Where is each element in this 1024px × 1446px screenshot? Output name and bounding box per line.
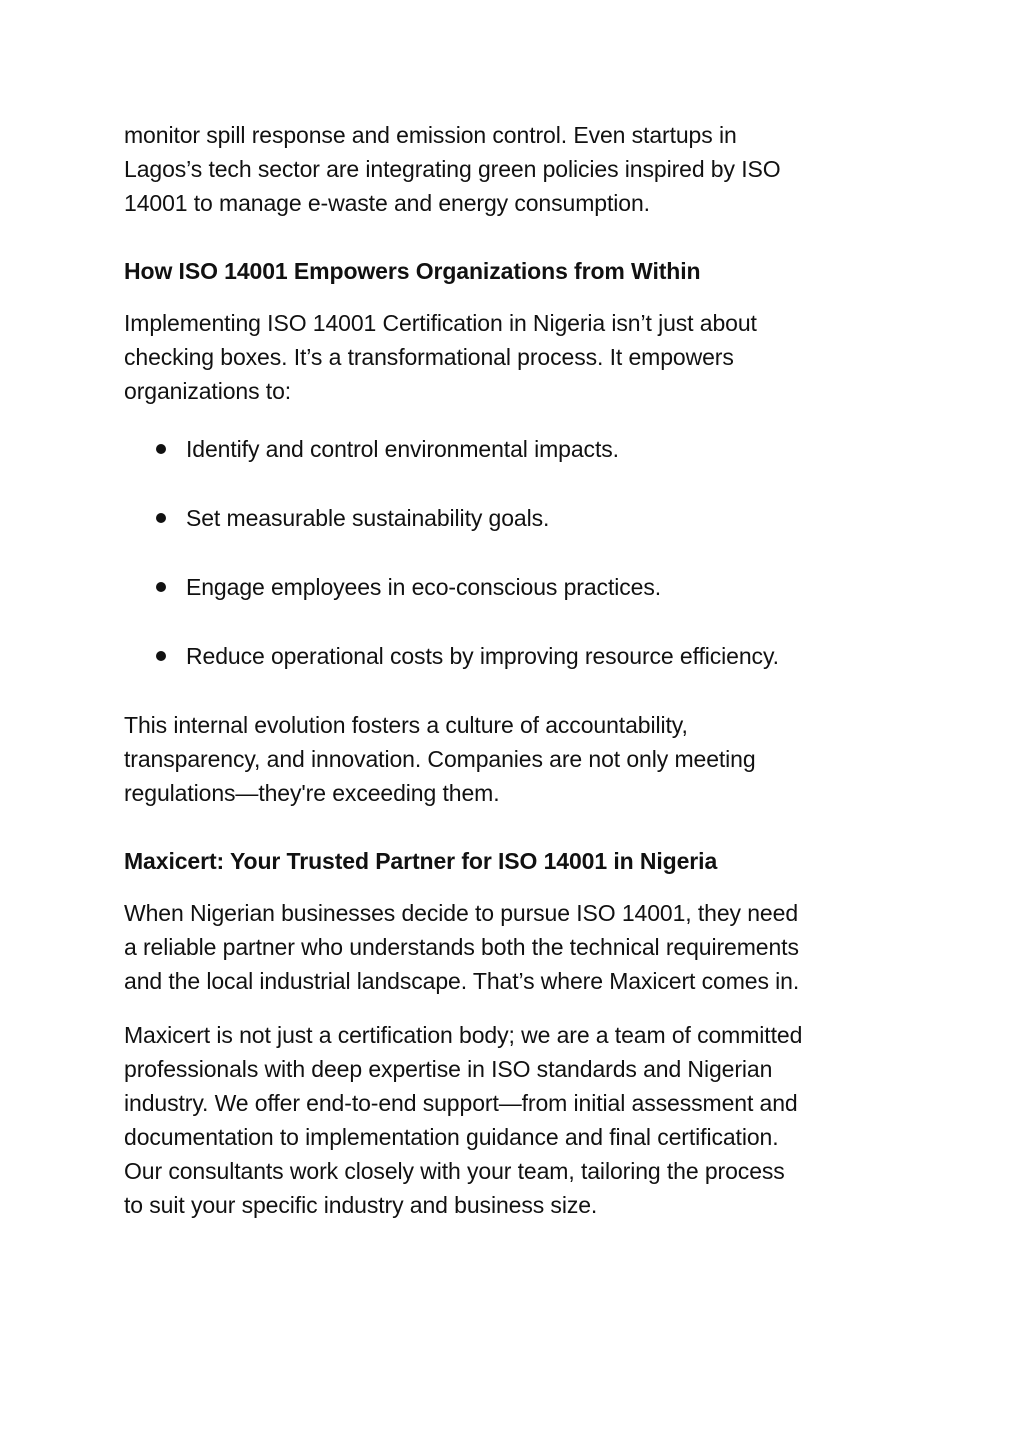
bullet-icon xyxy=(156,444,166,454)
maxicert-paragraph-1 xyxy=(124,896,904,998)
benefits-list xyxy=(124,432,904,673)
section1-paragraph xyxy=(124,306,904,408)
section-heading-maxicert: Maxicert: Your Trusted Partner for ISO 14001 in Nigeria xyxy=(124,848,718,874)
text-line: industry. We offer end-to-end support—from initial assessment and xyxy=(124,1090,798,1116)
text-line: Implementing ISO 14001 Certification in Nigeria isn’t just about xyxy=(124,310,757,336)
list-item-text: Reduce operational costs by improving resource efficiency. xyxy=(186,643,779,669)
text-line: professionals with deep expertise in ISO standards and Nigerian xyxy=(124,1056,773,1082)
text-line: This internal evolution fosters a culture of accountability, xyxy=(124,712,688,738)
bullet-icon xyxy=(156,651,166,661)
list-item-text: Engage employees in eco-conscious practices. xyxy=(186,574,662,600)
text-line: Maxicert is not just a certification body; we are a team of committed xyxy=(124,1022,803,1048)
text-line: a reliable partner who understands both the technical requirements xyxy=(124,934,799,960)
document-page xyxy=(124,118,904,1222)
bullet-icon xyxy=(156,513,166,523)
text-line: organizations to: xyxy=(124,378,292,404)
closing-paragraph xyxy=(124,708,904,810)
list-item-text: Identify and control environmental impacts. xyxy=(186,436,619,462)
bullet-icon xyxy=(156,582,166,592)
text-line: regulations—they're exceeding them. xyxy=(124,780,500,806)
text-line: and the local industrial landscape. That’s where Maxicert comes in. xyxy=(124,968,800,994)
list-item xyxy=(124,570,904,604)
text-line: Our consultants work closely with your team, tailoring the process xyxy=(124,1158,785,1184)
list-item xyxy=(124,501,904,535)
text-line: 14001 to manage e-waste and energy consumption. xyxy=(124,190,650,216)
text-line: Lagos’s tech sector are integrating green policies inspired by ISO xyxy=(124,156,781,182)
text-line: to suit your specific industry and business size. xyxy=(124,1192,598,1218)
list-item xyxy=(124,639,904,673)
text-line: documentation to implementation guidance and final certification. xyxy=(124,1124,779,1150)
intro-paragraph xyxy=(124,118,904,220)
maxicert-paragraph-2 xyxy=(124,1018,904,1222)
text-line: When Nigerian businesses decide to pursue ISO 14001, they need xyxy=(124,900,799,926)
list-item-text: Set measurable sustainability goals. xyxy=(186,505,550,531)
text-line: monitor spill response and emission control. Even startups in xyxy=(124,122,737,148)
text-line: checking boxes. It’s a transformational process. It empowers xyxy=(124,344,734,370)
list-item xyxy=(124,432,904,466)
text-line: transparency, and innovation. Companies are not only meeting xyxy=(124,746,756,772)
section-heading-empowers: How ISO 14001 Empowers Organizations from Within xyxy=(124,258,701,284)
